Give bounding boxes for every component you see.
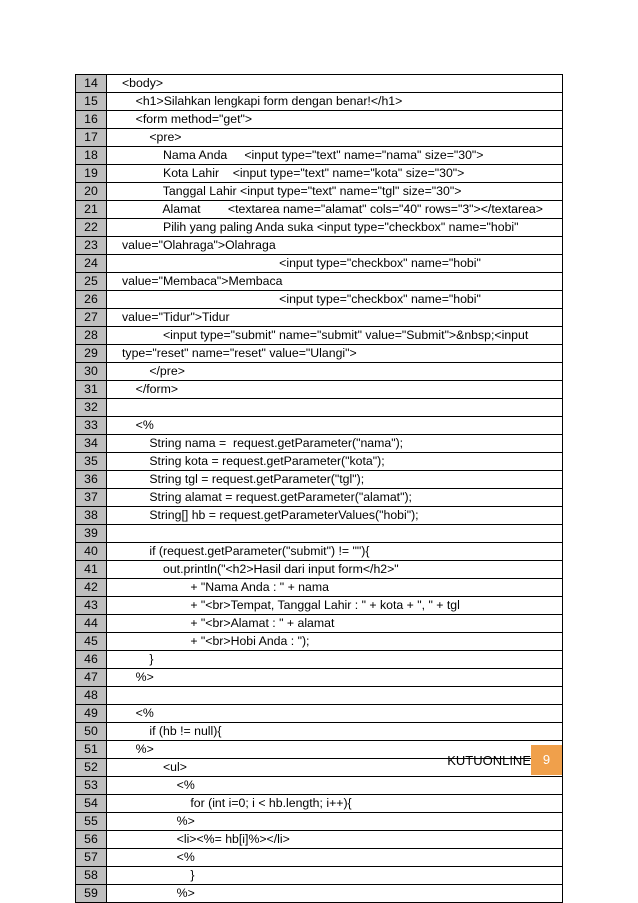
code-row — [76, 561, 563, 579]
code-row — [76, 93, 563, 111]
code-row — [76, 345, 563, 363]
code-row — [76, 165, 563, 183]
code-row — [76, 147, 563, 165]
code-line: <input type="checkbox" name="hobi" — [107, 255, 563, 273]
code-line: </form> — [107, 381, 563, 399]
code-line: String tgl = request.getParameter("tgl"); — [107, 471, 563, 489]
line-number: 42 — [76, 579, 107, 597]
code-row — [76, 831, 563, 849]
line-number: 33 — [76, 417, 107, 435]
code-row — [76, 363, 563, 381]
code-row — [76, 489, 563, 507]
line-number: 47 — [76, 669, 107, 687]
code-line: if (hb != null){ — [107, 723, 563, 741]
line-number: 19 — [76, 165, 107, 183]
code-line: <li><%= hb[i]%></li> — [107, 831, 563, 849]
code-row — [76, 633, 563, 651]
line-number: 57 — [76, 849, 107, 867]
code-line: %> — [107, 885, 563, 903]
line-number: 34 — [76, 435, 107, 453]
code-row — [76, 579, 563, 597]
line-number: 37 — [76, 489, 107, 507]
code-line: if (request.getParameter("submit") != ""){ — [107, 543, 563, 561]
code-row — [76, 813, 563, 831]
line-number: 50 — [76, 723, 107, 741]
line-number: 21 — [76, 201, 107, 219]
line-number: 40 — [76, 543, 107, 561]
code-row — [76, 723, 563, 741]
line-number: 30 — [76, 363, 107, 381]
code-line: Alamat <textarea name="alamat" cols="40" rows="3"></textarea> — [107, 201, 563, 219]
line-number: 29 — [76, 345, 107, 363]
code-line: value="Tidur">Tidur — [107, 309, 563, 327]
line-number: 27 — [76, 309, 107, 327]
code-row — [76, 543, 563, 561]
line-number: 32 — [76, 399, 107, 417]
code-line: + "<br>Tempat, Tanggal Lahir : " + kota + ", " + tgl — [107, 597, 563, 615]
code-row — [76, 381, 563, 399]
line-number: 28 — [76, 327, 107, 345]
code-line: <% — [107, 705, 563, 723]
code-row — [76, 687, 563, 705]
code-line: out.println("<h2>Hasil dari input form</h2>" — [107, 561, 563, 579]
code-row — [76, 867, 563, 885]
code-row — [76, 219, 563, 237]
code-row — [76, 507, 563, 525]
code-row — [76, 255, 563, 273]
code-row — [76, 309, 563, 327]
code-line: Tanggal Lahir <input type="text" name="tgl" size="30"> — [107, 183, 563, 201]
line-number: 25 — [76, 273, 107, 291]
line-number: 20 — [76, 183, 107, 201]
line-number: 44 — [76, 615, 107, 633]
line-number: 16 — [76, 111, 107, 129]
code-row — [76, 471, 563, 489]
code-row — [76, 75, 563, 93]
code-line — [107, 399, 563, 417]
code-line — [107, 525, 563, 543]
line-number: 23 — [76, 237, 107, 255]
code-line: Pilih yang paling Anda suka <input type="checkbox" name="hobi" — [107, 219, 563, 237]
code-line: </pre> — [107, 363, 563, 381]
code-row — [76, 273, 563, 291]
line-number: 14 — [76, 75, 107, 93]
code-line: String nama = request.getParameter("nama"); — [107, 435, 563, 453]
line-number: 55 — [76, 813, 107, 831]
line-number: 52 — [76, 759, 107, 777]
code-row — [76, 525, 563, 543]
line-number: 53 — [76, 777, 107, 795]
code-line: value="Olahraga">Olahraga — [107, 237, 563, 255]
code-row — [76, 777, 563, 795]
code-line: %> — [107, 741, 563, 759]
code-line: + "<br>Alamat : " + alamat — [107, 615, 563, 633]
line-number: 17 — [76, 129, 107, 147]
code-row — [76, 201, 563, 219]
line-number: 48 — [76, 687, 107, 705]
code-row — [76, 399, 563, 417]
code-line: + "Nama Anda : " + nama — [107, 579, 563, 597]
code-row — [76, 651, 563, 669]
line-number: 24 — [76, 255, 107, 273]
line-number: 45 — [76, 633, 107, 651]
code-row — [76, 705, 563, 723]
code-line: <body> — [107, 75, 563, 93]
code-row — [76, 795, 563, 813]
line-number: 26 — [76, 291, 107, 309]
code-row — [76, 291, 563, 309]
line-number: 51 — [76, 741, 107, 759]
line-number: 36 — [76, 471, 107, 489]
code-line: <form method="get"> — [107, 111, 563, 129]
code-row — [76, 417, 563, 435]
line-number: 58 — [76, 867, 107, 885]
line-number: 59 — [76, 885, 107, 903]
code-line: <pre> — [107, 129, 563, 147]
code-line: String[] hb = request.getParameterValues("hobi"); — [107, 507, 563, 525]
code-line: String kota = request.getParameter("kota"); — [107, 453, 563, 471]
code-row — [76, 237, 563, 255]
code-line — [107, 687, 563, 705]
line-number: 31 — [76, 381, 107, 399]
code-row — [76, 885, 563, 903]
line-number: 18 — [76, 147, 107, 165]
code-listing-body — [76, 75, 563, 903]
code-row — [76, 435, 563, 453]
code-row — [76, 327, 563, 345]
page-number-badge: 9 — [531, 745, 562, 775]
code-line: Nama Anda <input type="text" name="nama" size="30"> — [107, 147, 563, 165]
code-line: + "<br>Hobi Anda : "); — [107, 633, 563, 651]
line-number: 56 — [76, 831, 107, 849]
code-line: Kota Lahir <input type="text" name="kota" size="30"> — [107, 165, 563, 183]
code-listing-table — [75, 74, 563, 903]
code-line: String alamat = request.getParameter("alamat"); — [107, 489, 563, 507]
code-line: <ul> — [107, 759, 563, 777]
line-number: 46 — [76, 651, 107, 669]
code-line: <input type="checkbox" name="hobi" — [107, 291, 563, 309]
code-line: value="Membaca">Membaca — [107, 273, 563, 291]
code-line: %> — [107, 813, 563, 831]
code-row — [76, 597, 563, 615]
code-line: <% — [107, 777, 563, 795]
line-number: 49 — [76, 705, 107, 723]
line-number: 38 — [76, 507, 107, 525]
code-line: <% — [107, 417, 563, 435]
code-row — [76, 111, 563, 129]
code-row — [76, 453, 563, 471]
code-line: <input type="submit" name="submit" value="Submit">&nbsp;<input — [107, 327, 563, 345]
code-line: %> — [107, 669, 563, 687]
line-number: 22 — [76, 219, 107, 237]
line-number: 15 — [76, 93, 107, 111]
code-line: <h1>Silahkan lengkapi form dengan benar!</h1> — [107, 93, 563, 111]
line-number: 35 — [76, 453, 107, 471]
code-line: <% — [107, 849, 563, 867]
footer-label: KUTUONLINE — [447, 753, 531, 768]
code-line: for (int i=0; i < hb.length; i++){ — [107, 795, 563, 813]
code-line: } — [107, 867, 563, 885]
line-number: 41 — [76, 561, 107, 579]
code-line: } — [107, 651, 563, 669]
code-row — [76, 849, 563, 867]
line-number: 43 — [76, 597, 107, 615]
code-line: type="reset" name="reset" value="Ulangi"> — [107, 345, 563, 363]
line-number: 54 — [76, 795, 107, 813]
code-row — [76, 669, 563, 687]
line-number: 39 — [76, 525, 107, 543]
code-row — [76, 129, 563, 147]
code-row — [76, 183, 563, 201]
code-row — [76, 615, 563, 633]
